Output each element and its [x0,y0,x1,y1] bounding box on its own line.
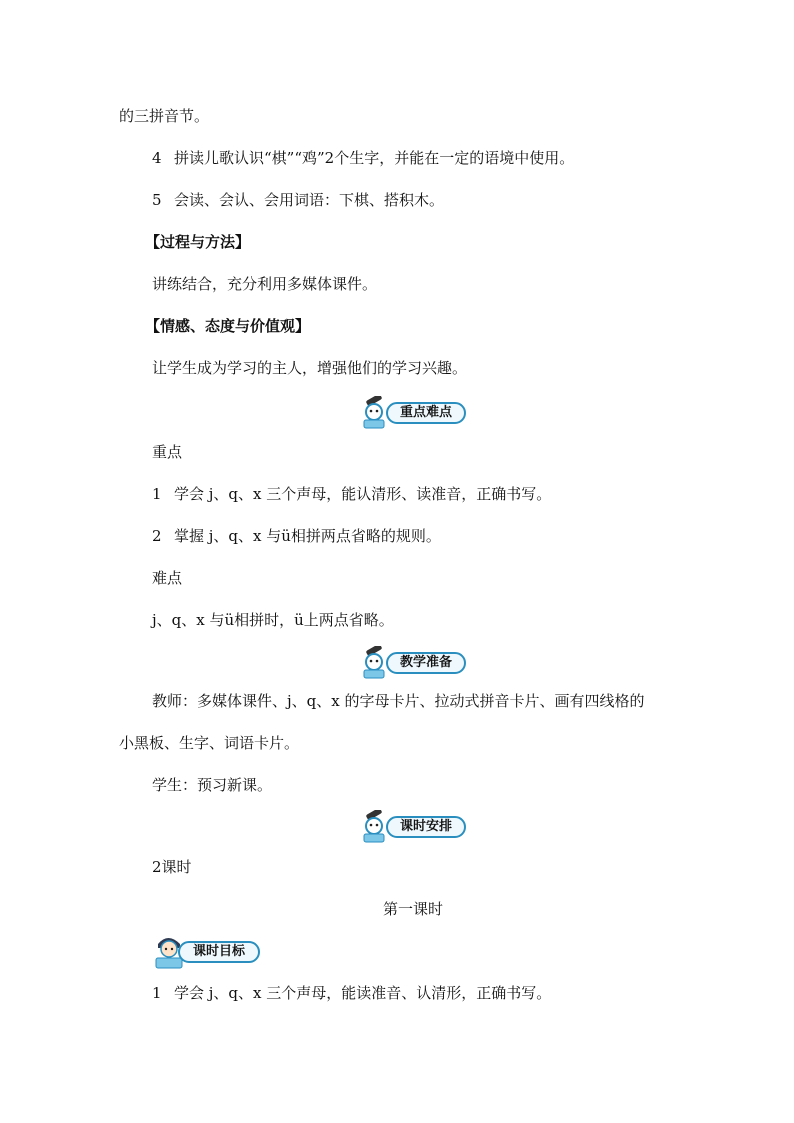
goal-item-1 [152,983,551,1003]
badge-label: 重点难点 [386,402,466,424]
text-line: 2课时 [152,858,192,876]
key-item-1 [152,484,551,504]
text-line: j、q、x 与ü相拼时，ü上两点省略。 [152,611,394,629]
text-line: 的三拼音节。 [119,107,210,125]
text-line: 小黑板、生字、词语卡片。 [119,734,300,752]
badge-label: 课时目标 [178,941,260,963]
badge-schedule [358,810,470,844]
text-line: 讲练结合，充分利用多媒体课件。 [152,275,378,293]
badge-key-points [358,396,470,430]
key-item-2 [152,526,441,546]
lesson-title: 第一课时 [383,900,444,918]
item-number: 2 [152,527,162,545]
section-heading-emotion: 【情感、态度与价值观】 [145,317,311,335]
item-text: 学会 j、q、x 三个声母，能认清形、读准音，正确书写。 [174,485,552,503]
item-number: 1 [152,984,162,1002]
subheading-key: 重点 [152,443,183,461]
section-heading-process: 【过程与方法】 [145,233,251,251]
item-text: 掌握 j、q、x 与ü相拼两点省略的规则。 [174,527,441,545]
subheading-difficulty: 难点 [152,569,183,587]
objective-item-4 [152,148,574,168]
badge-label: 教学准备 [386,652,466,674]
item-number: 1 [152,485,162,503]
text-line: 教师：多媒体课件、j、q、x 的字母卡片、拉动式拼音卡片、画有四线格的 [152,692,645,710]
text-line: 学生：预习新课。 [152,776,273,794]
badge-preparation [358,646,470,680]
badge-label: 课时安排 [386,816,466,838]
item-text: 学会 j、q、x 三个声母，能读准音、认清形，正确书写。 [174,984,552,1002]
item-number: 4 [152,149,162,167]
text-line: 让学生成为学习的主人，增强他们的学习兴趣。 [152,359,468,377]
objective-item-5 [152,190,444,210]
item-number: 5 [152,191,162,209]
badge-lesson-goal [152,930,264,970]
item-text: 会读、会认、会用词语：下棋、搭积木。 [174,191,445,209]
item-text: 拼读儿歌认识“棋”“鸡”2个生字，并能在一定的语境中使用。 [174,149,575,167]
